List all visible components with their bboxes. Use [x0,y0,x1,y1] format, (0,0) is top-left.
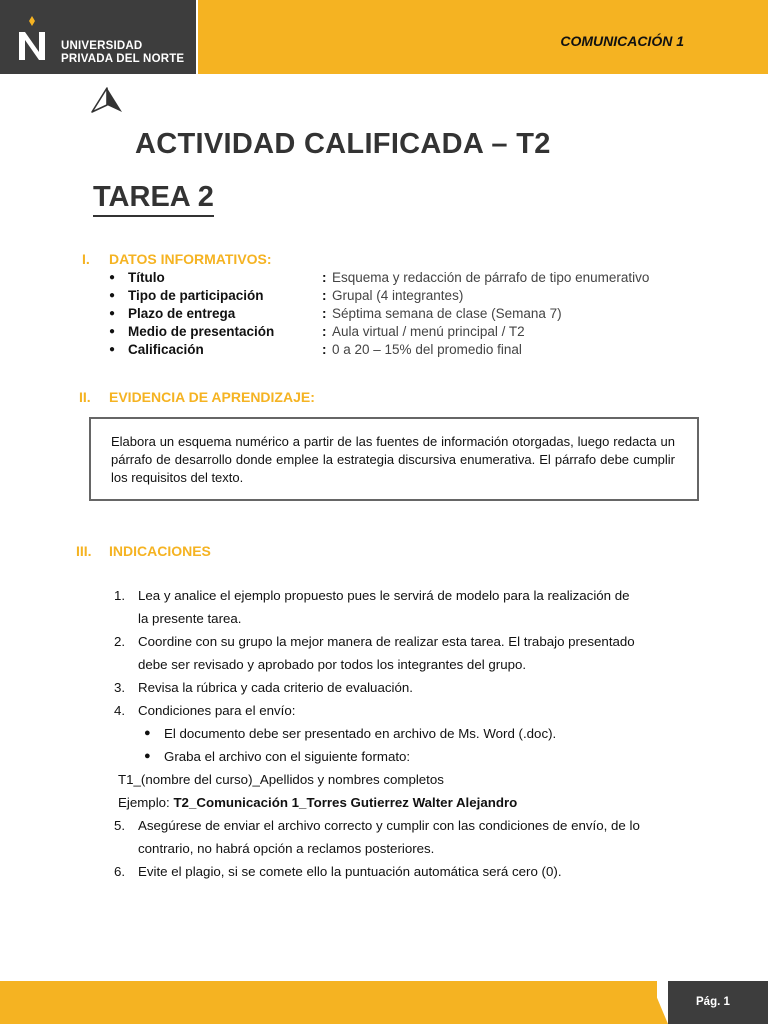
info-value: Esquema y redacción de párrafo de tipo enumerativo [332,270,650,285]
info-value: 0 a 20 – 15% del promedio final [332,342,522,357]
header-bar [198,0,768,74]
list-item: Condiciones para el envío: [138,703,296,718]
evidence-text: Elabora un esquema numérico a partir de las fuentes de información otorgadas, luego redacta un párrafo de desarrollo donde emplee la estrategia discursiva enumerativa. El párrafo debe cumplir los requisitos del texto. [111,434,675,485]
page-title: ACTIVIDAD CALIFICADA – T2 [135,128,551,160]
section-number: III. [76,543,92,559]
colon: : [322,288,327,303]
list-number: 4. [114,703,126,718]
list-item-cont: la presente tarea. [138,611,242,626]
university-logo [0,0,196,74]
info-row [109,269,709,287]
format-line: T1_(nombre del curso)_Apellidos y nombres completos [118,772,444,787]
colon: : [322,342,327,357]
university-name-line2: PRIVADA DEL NORTE [61,53,185,65]
list-item: Evite el plagio, si se comete ello la puntuación automática será cero (0). [138,864,562,879]
sub-list-item: El documento debe ser presentado en archivo de Ms. Word (.doc). [164,726,557,741]
list-number: 6. [114,864,126,879]
info-label: Calificación [128,342,204,357]
list-number: 5. [114,818,126,833]
section-title: EVIDENCIA DE APRENDIZAJE: [109,389,315,405]
page-number: Pág. 1 [668,981,768,1024]
arrow-icon [90,86,124,114]
info-row [109,341,709,359]
list-number: 1. [114,588,126,603]
course-name: COMUNICACIÓN 1 [560,33,684,49]
section-heading-datos [82,251,272,267]
info-value: Aula virtual / menú principal / T2 [332,324,525,339]
bullet-icon: ● [109,272,116,283]
info-row [109,287,709,305]
list-item-cont: debe ser revisado y aprobado por todos los integrantes del grupo. [138,657,527,672]
section-title: DATOS INFORMATIVOS: [109,251,272,267]
info-value: Séptima semana de clase (Semana 7) [332,306,562,321]
info-label: Tipo de participación [128,288,264,303]
list-number: 2. [114,634,126,649]
bullet-icon: ● [109,308,116,319]
info-label: Título [128,270,165,285]
footer-divider [650,981,668,1024]
info-row [109,305,709,323]
bullet-icon: ● [109,290,116,301]
section-heading-indicaciones [76,543,211,559]
evidence-box [89,417,699,501]
section-number: II. [79,389,91,405]
info-label: Plazo de entrega [128,306,236,321]
bullet-icon: ● [109,344,116,355]
page-subtitle: TAREA 2 [93,181,214,217]
colon: : [322,306,327,321]
info-label: Medio de presentación [128,324,275,339]
section-number: I. [82,251,90,267]
list-item: Coordine con su grupo la mejor manera de realizar esta tarea. El trabajo presentado [138,634,635,649]
list-item: Revisa la rúbrica y cada criterio de evaluación. [138,680,413,695]
info-row [109,323,709,341]
bullet-icon: ● [144,727,151,739]
list-item: Asegúrese de enviar el archivo correcto y cumplir con las condiciones de envío, de lo [138,818,640,833]
university-logo-icon [14,14,50,62]
list-number: 3. [114,680,126,695]
list-item-cont: contrario, no habrá opción a reclamos posteriores. [138,841,435,856]
colon: : [322,270,327,285]
section-title: INDICACIONES [109,543,211,559]
list-item: Lea y analice el ejemplo propuesto pues le servirá de modelo para la realización de [138,588,630,603]
university-name-line1: UNIVERSIDAD [61,40,143,52]
section-heading-evidencia [79,389,315,405]
example-line [118,791,517,814]
example-label: Ejemplo: [118,795,174,810]
footer-bar [0,981,657,1024]
colon: : [322,324,327,339]
university-name [61,40,184,66]
bullet-icon: ● [144,750,151,762]
bullet-icon: ● [109,326,116,337]
info-value: Grupal (4 integrantes) [332,288,464,303]
example-value: T2_Comunicación 1_Torres Gutierrez Walter Alejandro [173,795,518,810]
sub-list-item: Graba el archivo con el siguiente formato: [164,749,411,764]
